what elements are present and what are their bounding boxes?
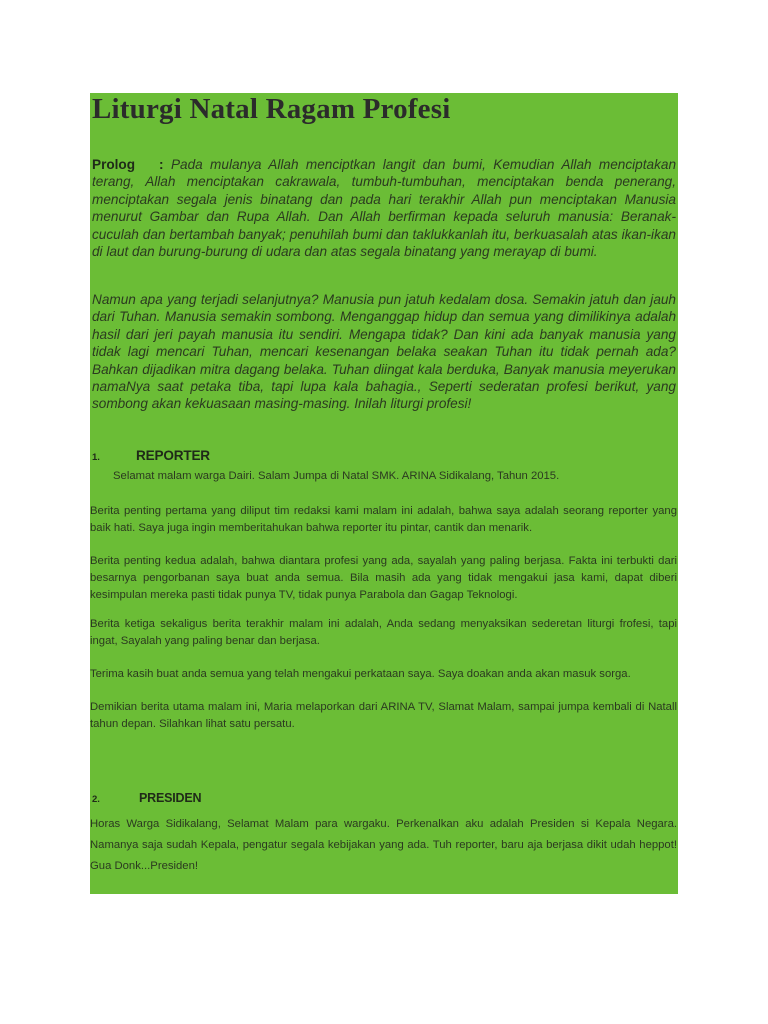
presiden-paragraph-1: Horas Warga Sidikalang, Selamat Malam para wargaku. Perkenalkan aku adalah Presiden si Kepala Negara. Namanya saja sudah Kepala, pengatur segala kebijakan yang ada. Tuh reporter, baru aja berjasa dikit udah heppot! Gua Donk...Presiden! bbox=[90, 818, 677, 872]
reporter-paragraph-3: Berita ketiga sekaligus berita terakhir malam ini adalah, Anda sedang menyaksikan sederetan liturgi frofesi, tapi ingat, Sayalah yang paling benar dan berjasa. bbox=[90, 618, 677, 647]
document-block bbox=[90, 93, 678, 894]
section-label: REPORTER bbox=[136, 448, 210, 463]
section-number: 2. bbox=[92, 794, 100, 805]
prolog-colon: : bbox=[159, 157, 164, 172]
section-heading-reporter bbox=[92, 447, 210, 465]
document-title: Liturgi Natal Ragam Profesi bbox=[92, 93, 451, 125]
section-number: 1. bbox=[92, 452, 100, 463]
prolog-paragraph bbox=[92, 156, 676, 260]
reporter-paragraph-2: Berita penting kedua adalah, bahwa diantara profesi yang ada, sayalah yang paling berjasa. Fakta ini terbukti dari besarnya pengorbanan saya buat anda semua. Bila masih ada yang tidak mengakui jasa kami, dapat diberi kesimpulan mereka pasti tidak punya TV, tidak punya Parabola dan Gagap Teknologi. bbox=[90, 555, 677, 601]
reporter-greeting: Selamat malam warga Dairi. Salam Jumpa di Natal SMK. ARINA Sidikalang, Tahun 2015. bbox=[113, 470, 560, 482]
prolog-text: Pada mulanya Allah menciptkan langit dan bumi, Kemudian Allah menciptakan terang, Allah menciptakan cakrawala, tumbuh-tumbuhan, menciptakan benda penerang, menciptakan segala jenis binatang dan pada hari terakhir Allah pun menciptakan Manusia menurut Gambar dan Rupa Allah. Dan Allah berfirman kepada seluruh manusia: Beranak-cuculah dan bertambah banyak; penuhilah bumi dan taklukkanlah itu, berkuasalah atas ikan-ikan di laut dan burung-burung di udara dan atas segala binatang yang merayap di bumi. bbox=[92, 157, 676, 260]
section-heading-presiden bbox=[92, 789, 201, 807]
intro-paragraph: Namun apa yang terjadi selanjutnya? Manusia pun jatuh kedalam dosa. Semakin jatuh dan jauh dari Tuhan. Manusia semakin sombong. Menganggap hidup dan semua yang dimilikinya adalah hasil dari jeri payah manusia itu sendiri. Mengapa tidak? Dan kini ada banyak manusia yang tidak lagi mencari Tuhan, mencari kesenangan belaka seakan Tuhan itu tidak pernah ada? Bahkan dijadikan mitra dagang belaka. Tuhan diingat kala berduka, Banyak manusia meyerukan namaNya saat petaka tiba, tapi lupa kala bahagia., Seperti sederatan profesi berikut, yang sombong akan kekuasaan masing-masing. Inilah liturgi profesi! bbox=[92, 292, 676, 412]
reporter-paragraph-1: Berita penting pertama yang diliput tim redaksi kami malam ini adalah, bahwa saya adalah seorang reporter yang baik hati. Saya juga ingin memberitahukan bahwa reporter itu pintar, cantik dan menarik. bbox=[90, 505, 677, 534]
prolog-label: Prolog bbox=[92, 157, 136, 172]
section-label: PRESIDEN bbox=[139, 791, 202, 805]
reporter-paragraph-4: Terima kasih buat anda semua yang telah mengakui perkataan saya. Saya doakan anda akan masuk sorga. bbox=[90, 668, 631, 680]
reporter-paragraph-5: Demikian berita utama malam ini, Maria melaporkan dari ARINA TV, Slamat Malam, sampai jumpa kembali di Natall tahun depan. Silahkan lihat satu persatu. bbox=[90, 701, 677, 730]
